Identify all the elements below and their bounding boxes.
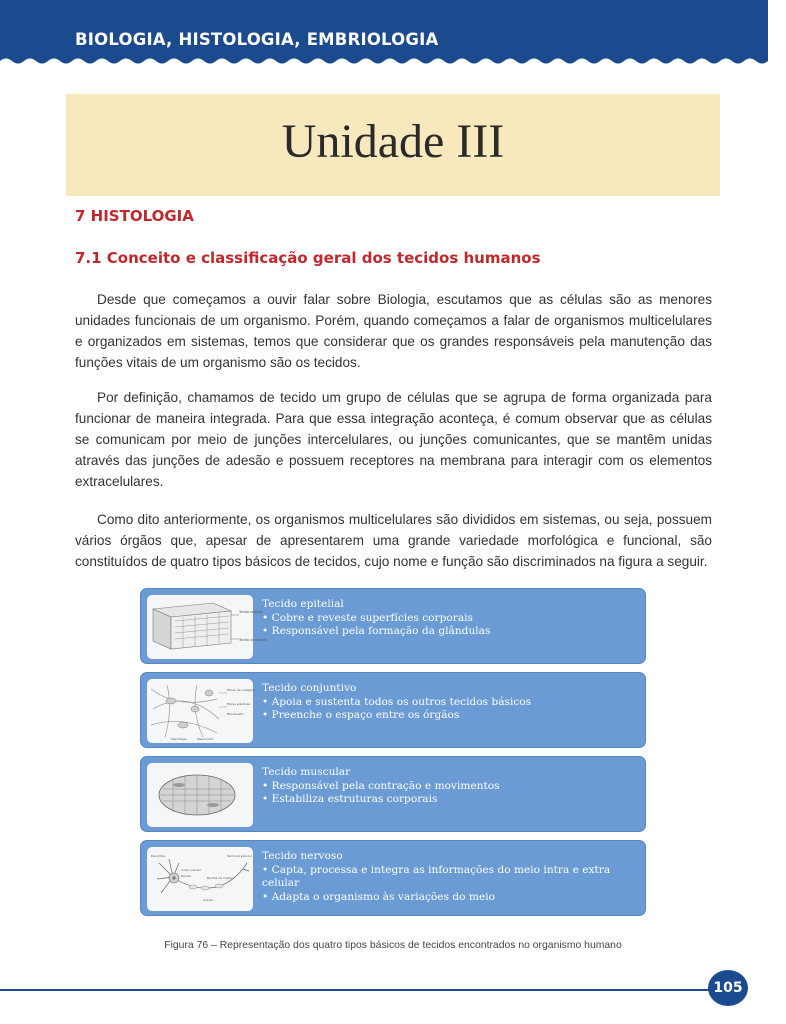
thumb-label: Corpo celular (181, 868, 201, 872)
header-band (0, 0, 768, 66)
wave-decoration (0, 56, 768, 66)
page-number: 105 (708, 970, 748, 1006)
tissue-name: Tecido muscular (262, 766, 351, 778)
tissue-card-nervous (140, 840, 646, 916)
tissue-description (262, 850, 637, 904)
thumb-label: Tecido epitelial (239, 610, 263, 614)
tissue-function: • Estabiliza estruturas corporais (262, 793, 438, 805)
tissue-function: • Responsável pela contração e movimentos (262, 779, 500, 792)
footer-rule (0, 989, 712, 991)
thumb-label: Fibroblasto (227, 712, 244, 716)
thumb-label: Tecido conjuntivo (239, 638, 267, 642)
tissue-name: Tecido nervoso (262, 850, 343, 862)
paragraph: Como dito anteriormente, os organismos multicelulares são divididos em sistemas, ou seja, possuem vários órgãos que, apesar de apresentarem uma grande variedade morfológica e funcional, são constituídos de quatro tipos básicos de tecidos, cujo nome e função são discriminados na figura a seguir. (75, 512, 712, 569)
tissue-card-epithelial (140, 588, 646, 664)
paragraph: Por definição, chamamos de tecido um grupo de células que se agrupa de forma organizada para funcionar de maneira integrada. Para que essa integração aconteça, é comum observar que as células se comunicam por meio de junções intercelulares, ou junções comunicantes, que se mantêm unidas através das junções de adesão e possuem receptores na membrana para interagir com os elementos extracelulares. (75, 390, 712, 489)
tissue-name: Tecido conjuntivo (262, 682, 357, 694)
tissue-description (262, 682, 637, 723)
tissue-card-muscular (140, 756, 646, 832)
epithelial-tissue-illustration (147, 595, 267, 659)
thumb-label: Macrófago (171, 737, 187, 741)
unit-banner (66, 94, 720, 196)
thumb-label: Terminal axônico (227, 854, 253, 858)
neuron-illustration (147, 847, 253, 911)
thumb-label: Axônio (203, 898, 214, 902)
tissue-name: Tecido epitelial (262, 598, 344, 610)
tissue-function: • Capta, processa e integra as informações do meio intra e extra celular (262, 863, 611, 889)
section-heading: 7 HISTOLOGIA (75, 207, 194, 225)
thumb-label: Núcleo (181, 874, 192, 878)
tissue-description (262, 766, 637, 807)
muscle-tissue-illustration (147, 763, 253, 827)
tissue-function: • Preenche o espaço entre os órgãos (262, 709, 460, 721)
unit-title: Unidade III (281, 115, 505, 168)
connective-tissue-illustration (147, 679, 256, 743)
tissue-function: • Apoia e sustenta todos os outros tecidos básicos (262, 695, 532, 708)
figure-caption: Figura 76 – Representação dos quatro tipos básicos de tecidos encontrados no organismo humano (164, 940, 622, 951)
tissue-function: • Adapta o organismo às variações do meio (262, 890, 495, 903)
thumb-label: Plasmócito (197, 737, 214, 741)
thumb-label: Bainha de mielina (207, 876, 235, 880)
thumb-label: Fibras elásticas (227, 702, 250, 706)
tissue-function: • Responsável pela formação da glândulas (262, 625, 491, 637)
tissue-function: • Cobre e reveste superfícies corporais (262, 611, 473, 624)
subsection-heading: 7.1 Conceito e classificação geral dos tecidos humanos (75, 249, 541, 267)
thumb-label: Fibras de colágeno (227, 688, 256, 692)
series-title: BIOLOGIA, HISTOLOGIA, EMBRIOLOGIA (75, 30, 439, 49)
tissue-card-connective (140, 672, 646, 748)
thumb-label: Dendritos (151, 854, 166, 858)
paragraph: Desde que começamos a ouvir falar sobre Biologia, escutamos que as células são as menores unidades funcionais de um organismo. Porém, quando começamos a falar de organismos multicelulares e organizados em sistemas, temos que considerar que os grandes responsáveis pela manutenção das funções vitais de um organismo são os tecidos. (75, 292, 712, 370)
tissue-description (262, 598, 637, 639)
